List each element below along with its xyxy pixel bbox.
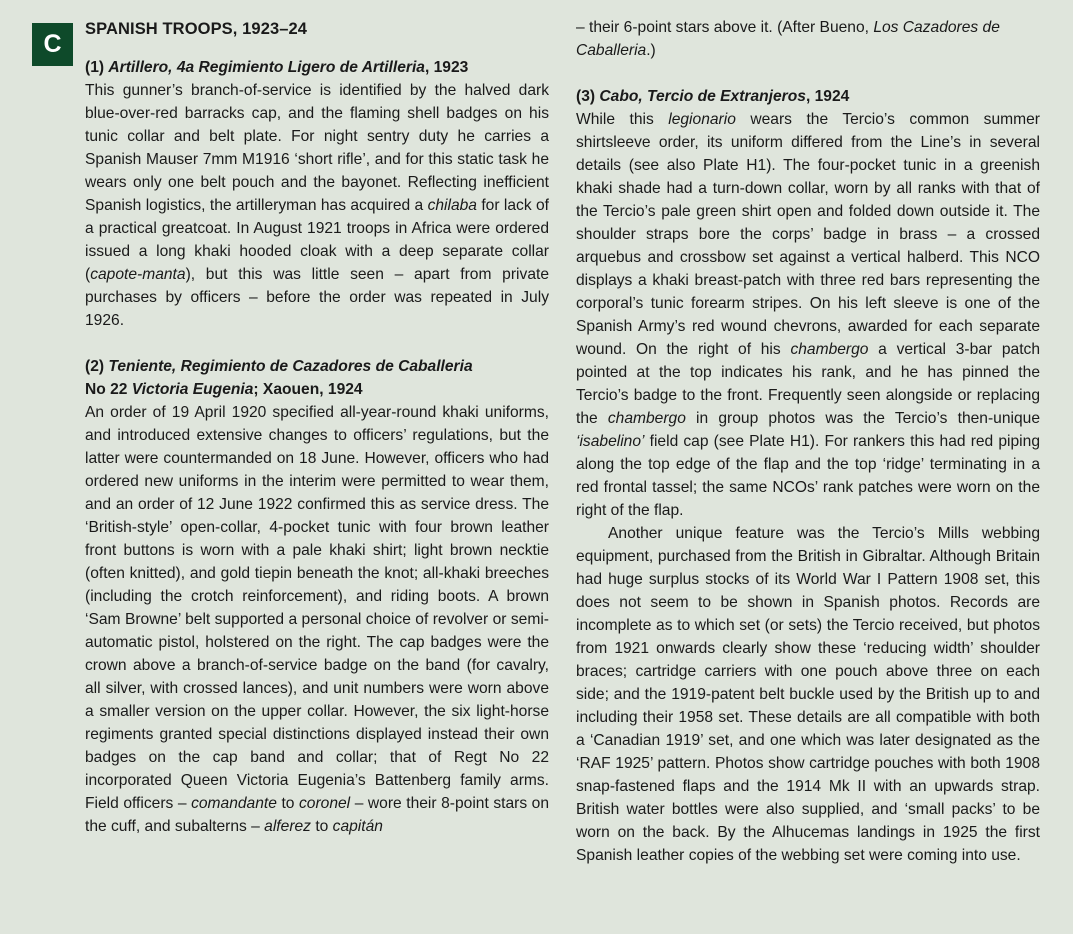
section-2-place-year: ; Xaouen, 1924	[253, 381, 363, 398]
text-run: While this	[576, 111, 669, 128]
section-2-number: (2)	[85, 358, 109, 375]
italic-term: capote-manta	[90, 266, 186, 283]
text-run: This gunner’s branch-of-service is identified by the halved dark blue-over-red barracks cap, and the flaming shell badges on his tunic collar and belt plate. For night sentry duty he carries a Spanish Mauser 7mm M1916 ‘short rifle’, and for this static task he wears only one belt pouch and the bayonet. Reflecting inefficient Spanish logistics, the artilleryman has acquired a	[85, 82, 549, 214]
text-run: ), but this was little seen – apart from private purchases by officers – before the order was repeated in July 1926.	[85, 266, 549, 329]
text-run: for lack of a practical greatcoat. In August 1921 troops in Africa were ordered issued a long khaki hooded cloak with a deep separate collar (	[85, 197, 549, 283]
italic-term: coronel	[299, 795, 351, 812]
section-2-regiment-name: Victoria Eugenia	[131, 381, 254, 398]
italic-term: alferez	[264, 818, 311, 835]
italic-term: chambergo	[607, 410, 686, 427]
text-run: An order of 19 April 1920 specified all-year-round khaki uniforms, and introduced extensive changes to officers’ regulations, but the latter were countermanded on 18 June. However, officers who had ordered new uniforms in the interim were permitted to wear them, and an order of 12 June 1922 confirmed this as service dress. The ‘British-style’ open-collar, 4-pocket tunic with four brown leather front buttons is worn with a pale khaki shirt; light brown necktie (often knitted), and gold tiepin beneath the knot; all-khaki breeches (including the crotch reinforcement), and riding boots. A brown ‘Sam Browne’ belt supported a personal choice of revolver or semi-automatic pistol, holstered on the right. The cap badges were the crown above a branch-of-service badge on the band (for cavalry, all silver, with crossed lances), and unit numbers were worn above a smaller version on the upper collar. However, the six light-horse regiments granted special distinctions displayed instead their own badges on the cap band and collar; that of Regt No 22 incorporated Queen Victoria Eugenia’s Battenberg family arms. Field officers –	[85, 404, 549, 812]
section-1-body	[85, 79, 549, 332]
page-title: SPANISH TROOPS, 1923–24	[85, 20, 308, 38]
left-column	[85, 16, 549, 838]
text-run: a vertical 3-bar patch pointed at the top indicates his rank, and he has pinned the Tercio’s badge to the front. Frequently seen alongside or replacing the	[576, 341, 1040, 427]
spacer	[85, 42, 549, 56]
right-column	[576, 16, 1040, 867]
spacer	[576, 62, 1040, 85]
section-3-body-paragraph-2: Another unique feature was the Tercio’s Mills webbing equipment, purchased from the British in Gibraltar. Although Britain had huge surplus stocks of its World War I Pattern 1908 set, this does not seem to be shown in Spanish photos. Records are incomplete as to which set (or sets) the Tercio received, but photos from 1921 onwards clearly show these ‘reducing width’ shoulder braces; cartridge carriers with one pouch above three on each side; and the 1919-patent belt buckle used by the British up to and including their 1958 set. These details are all compatible with both a ‘Canadian 1919’ set, and one which was later designated as the ‘RAF 1925’ pattern. Photos show cartridge pouches with both 1908 snap-fastened flaps and the 1914 Mk II with an upwards strap. British water bottles were also supplied, and ‘small packs’ to be worn on the back. By the Alhucemas landings in 1925 the first Spanish leather copies of the webbing set were coming into use.	[576, 525, 1040, 864]
text-run: – wore their 8-point stars on the cuff, and subalterns –	[85, 795, 550, 835]
section-2-heading	[85, 355, 549, 401]
section-3-rank-unit: Cabo, Tercio de Extranjeros	[599, 88, 806, 105]
italic-term: legionario	[668, 111, 736, 128]
italic-term: ‘isabelino’	[576, 433, 645, 450]
italic-term: comandante	[191, 795, 277, 812]
spacer	[85, 332, 549, 355]
italic-term: chilaba	[427, 197, 477, 214]
section-3-year: , 1924	[805, 88, 850, 105]
text-run: field cap (see Plate H1). For rankers this had red piping along the top edge of the flap and the top ‘ridge’ terminating in a red frontal tassel; the same NCOs’ rank patches were worn on the right of the flap.	[576, 433, 1040, 519]
text-run: .)	[646, 42, 656, 59]
section-2-body	[85, 401, 549, 838]
text-run: – their 6-point stars above it. (After Bueno,	[576, 19, 874, 36]
italic-term: chambergo	[790, 341, 869, 358]
section-1-year: , 1923	[424, 59, 469, 76]
section-3-body	[576, 108, 1040, 522]
section-2-regiment-no: No 22	[85, 381, 132, 398]
italic-term: capitán	[332, 818, 383, 835]
text-run: to	[276, 795, 299, 812]
section-3-heading	[576, 85, 1040, 108]
text-run: in group photos was the Tercio’s then-unique	[685, 410, 1040, 427]
text-run: to	[310, 818, 333, 835]
text-run: wears the Tercio’s common summer shirtsleeve order, its uniform differed from the Line’s in several details (see also Plate H1). The four-pocket tunic in a greenish khaki shade had a turn-down collar, worn by all ranks with that of the Tercio’s pale green shirt open and folded down outside it. The shoulder straps bore the corps’ badge in brass – a crossed arquebus and crossbow set against a vertical halberd. This NCO displays a khaki breast-patch with three red bars representing the corporal’s tunic forearm stripes. On his left sleeve is one of the Spanish Army’s red wound chevrons, awarded for each separate wound. On the right of his	[576, 111, 1040, 358]
section-2-rank-unit: Teniente, Regimiento de Cazadores de Caballeria	[108, 358, 473, 375]
plate-letter-badge: C	[32, 23, 73, 66]
section-1-heading	[85, 56, 549, 79]
italic-citation: Los Cazadores de Caballeria	[576, 19, 1000, 59]
section-2-body-continued	[576, 16, 1040, 62]
section-3-number: (3)	[576, 88, 600, 105]
section-1-rank-unit: Artillero, 4a Regimiento Ligero de Artilleria	[108, 59, 425, 76]
section-1-number: (1)	[85, 59, 109, 76]
